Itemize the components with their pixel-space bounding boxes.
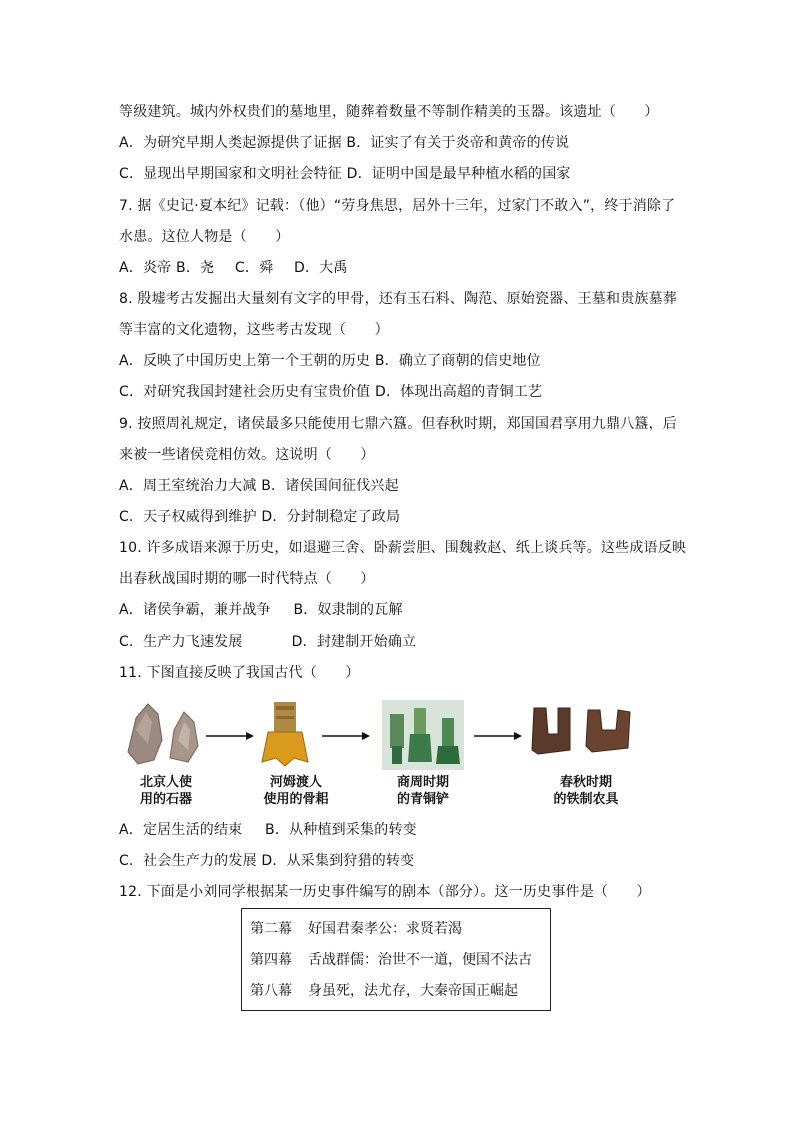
q11-option-b: B．从种植到采集的转变: [265, 822, 417, 838]
q11-stem: 11. 下图直接反映了我国古代（ ）: [119, 665, 360, 681]
q10-option-c: C．生产力飞速发展: [119, 634, 243, 650]
q7-option-b: B．尧: [176, 260, 215, 276]
q9-stem-line1: 9. 按照周礼规定，诸侯最多只能使用七鼎六簋。但春秋时期，郑国国君享用九鼎八簋，后: [119, 416, 678, 432]
q11-options-cd: C．社会生产力的发展 D．从采集到狩猎的转变: [119, 853, 415, 869]
q8-options-ab: A．反映了中国历史上第一个王朝的历史 B．确立了商朝的信史地位: [119, 353, 541, 369]
script-act: 第四幕: [250, 952, 292, 968]
script-excerpt-box: [241, 908, 551, 1011]
bone-spade-image: [262, 702, 308, 766]
q6-stem-tail: 等级建筑。城内外权贵们的墓地里，随葬着数量不等制作精美的玉器。该遗址（ ）: [119, 104, 659, 120]
arrow-icon: [206, 732, 254, 740]
stone-tool-image: [128, 704, 198, 764]
script-act: 第二幕: [250, 921, 292, 937]
q10-stem-line2: 出春秋战国时期的哪一时代特点（ ）: [119, 571, 375, 587]
caption-iron-tool: 春秋时期 的铁制农具: [553, 775, 619, 807]
iron-tool-image: [532, 708, 630, 754]
script-row: [250, 919, 462, 939]
caption-bone-spade: 河姆渡人 使用的骨耜: [263, 775, 329, 807]
q7-stem-line2: 水患。这位人物是（ ）: [119, 229, 290, 245]
q11-option-a: A．定居生活的结束: [119, 822, 243, 838]
q7-option-a: A．炎帝: [119, 260, 172, 276]
bronze-shovel-image: [382, 700, 464, 770]
caption-stone-tool: 北京人使 用的石器: [139, 775, 192, 807]
q10-option-a: A．诸侯争霸，兼并战争: [119, 602, 271, 618]
q6-options-cd: C．显现出早期国家和文明社会特征 D．证明中国是最早种植水稻的国家: [119, 166, 571, 182]
script-act: 第八幕: [250, 983, 292, 999]
q9-stem-line2: 来被一些诸侯竞相仿效。这说明（ ）: [119, 447, 375, 463]
arrow-icon: [322, 732, 370, 740]
q7-option-d: D．大禹: [293, 260, 348, 276]
script-text: 身虽死，法尤存，大秦帝国正崛起: [308, 983, 518, 999]
q12-stem: 12. 下面是小刘同学根据某一历史事件编写的剧本（部分）。这一历史事件是（ ）: [119, 884, 651, 900]
q10-options-cd: [119, 632, 416, 652]
q9-options-cd: C．天子权威得到维护 D．分封制稳定了政局: [119, 509, 401, 525]
q9-options-ab: A．周王室统治力大减 B．诸侯国间征伐兴起: [119, 478, 399, 494]
q10-option-b: B．奴隶制的瓦解: [293, 602, 403, 618]
q11-figure: [118, 700, 658, 810]
script-row: [250, 981, 518, 1001]
q7-option-c: C．舜: [234, 260, 274, 276]
script-text: 好国君秦孝公：求贤若渴: [308, 921, 462, 937]
q10-option-d: D．封建制开始确立: [291, 634, 417, 650]
script-text: 舌战群儒：治世不一道，便国不法古: [308, 952, 532, 968]
arrow-icon: [474, 732, 522, 740]
q7-options: [119, 258, 348, 278]
q11-options-ab: [119, 820, 417, 840]
q10-stem-line1: 10. 许多成语来源于历史，如退避三舍、卧薪尝胆、围魏救赵、纸上谈兵等。这些成语反映: [119, 540, 687, 556]
q8-options-cd: C．对研究我国封建社会历史有宝贵价值 D．体现出高超的青铜工艺: [119, 384, 543, 400]
q8-stem-line2: 等丰富的文化遗物，这些考古发现（ ）: [119, 322, 389, 338]
q6-options-ab: A．为研究早期人类起源提供了证据 B．证实了有关于炎帝和黄帝的传说: [119, 135, 570, 151]
q7-stem-line1: 7. 据《史记·夏本纪》记载：（他）“劳身焦思，居外十三年，过家门不敢入”，终于消除了: [119, 198, 676, 214]
q8-stem-line1: 8. 殷墟考古发掘出大量刻有文字的甲骨，还有玉石料、陶范、原始瓷器、王墓和贵族墓葬: [119, 291, 678, 307]
caption-bronze-shovel: 商周时期 的青铜铲: [396, 775, 449, 807]
q10-options-ab: [119, 600, 403, 620]
script-row: [250, 950, 532, 970]
